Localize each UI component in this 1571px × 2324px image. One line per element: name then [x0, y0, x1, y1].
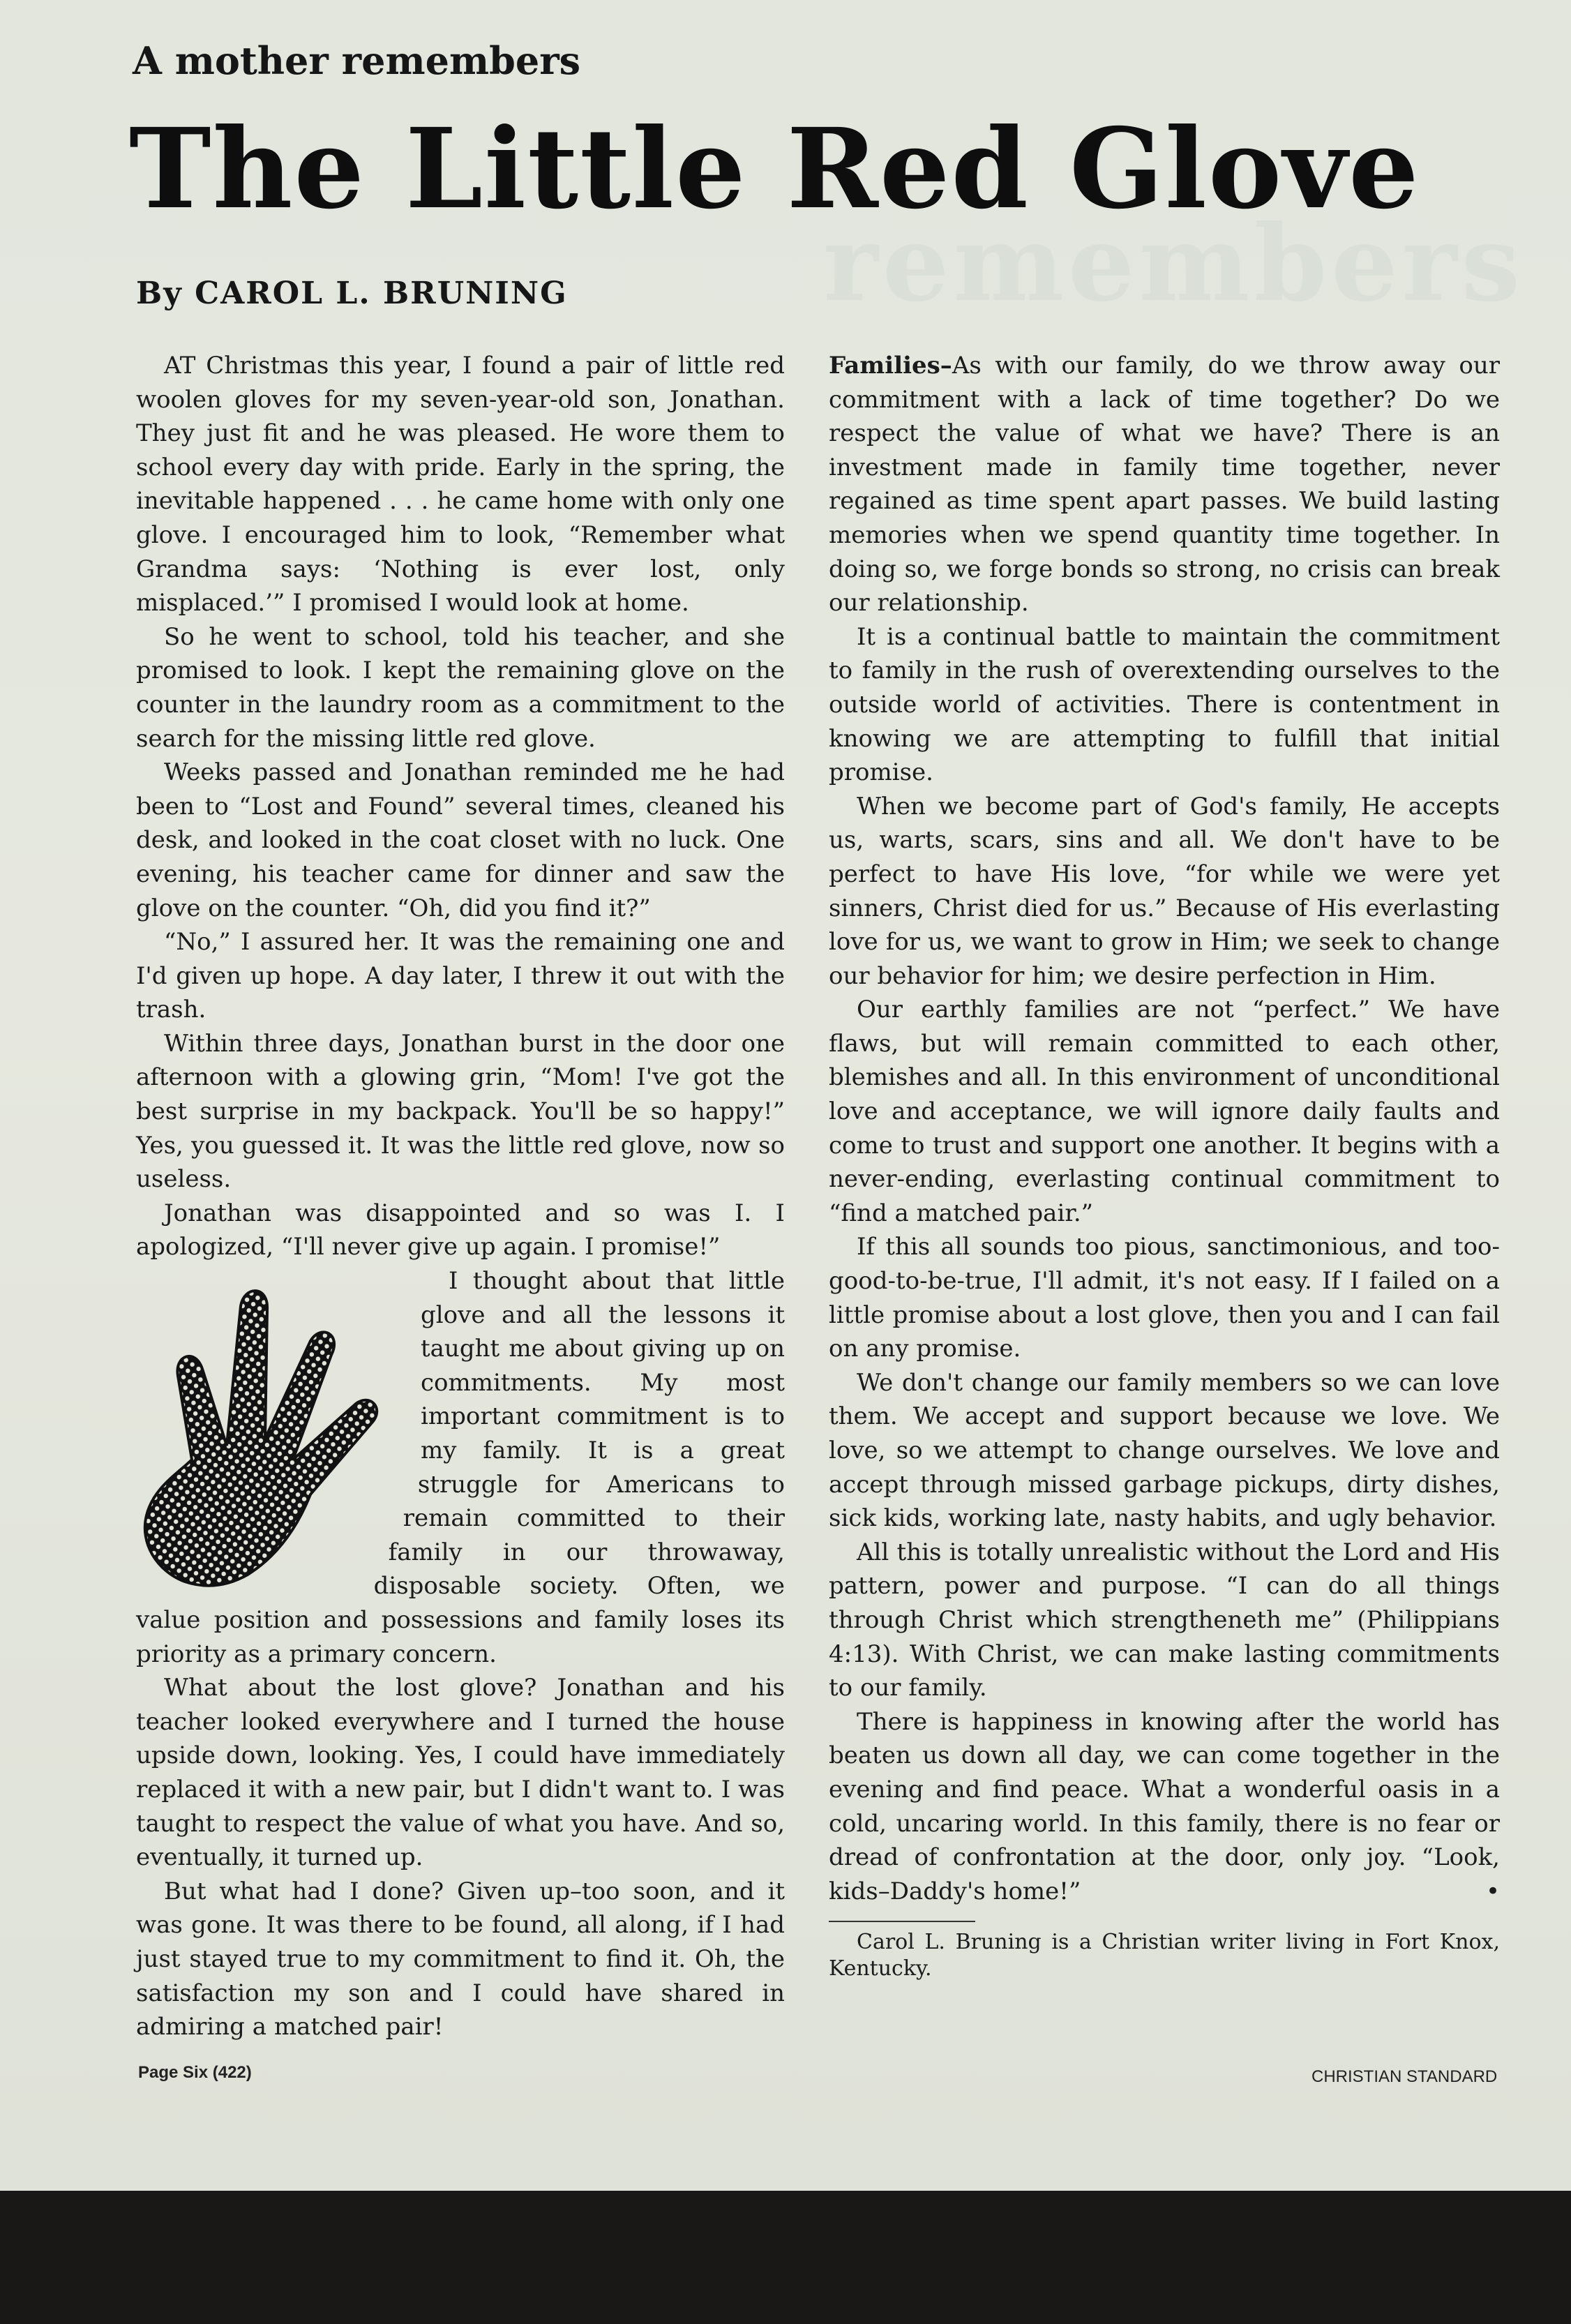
background-ghost-text: remembers [823, 202, 1525, 325]
glove-illustration [136, 1264, 415, 1592]
paragraph: All this is totally unrealistic without the Lord and His pattern, power and purpose. “I can do all things through Christ which strengtheneth me” (Philippians 4:13). With Christ, we can make lasting commitments to our family. [829, 1538, 1500, 1702]
paragraph-text: As with our family, do we throw away our commitment with a lack of time together? Do we respect the value of what we have? There is an investment made in family time together, never regained as time spent apart passes. We build lasting memories when we spend quantity time together. In doing so, we forge bonds so strong, no crisis can break our relationship. [829, 352, 1500, 617]
paragraph: Jonathan was disappointed and so was I. I apologized, “I'll never give up again. I promise!” [136, 1199, 785, 1261]
paragraph [829, 1705, 1500, 1909]
paragraph: When we become part of God's family, He accepts us, warts, scars, sins and all. We don't have to be perfect to have His love, “for while we were yet sinners, Christ died for us.” Because of His everlasting love for us, we want to grow in Him; we seek to change our behavior for him; we desire perfection in Him. [829, 792, 1500, 990]
paragraph: I thought about that little glove and all the lessons it taught me about giving up on commitments. My most important commitment is to my family. It is a great struggle for Americans to remain committed to their family in our throwaway, disposable society. Often, we value position and possessions and family loses its priority as a primary concern. [136, 1267, 785, 1668]
publication-name: CHRISTIAN STANDARD [1311, 2067, 1498, 2086]
paragraph: So he went to school, told his teacher, and she promised to look. I kept the remaining glove on the counter in the laundry room as a commitment to the search for the missing little red glove. [136, 622, 785, 753]
paragraph: We don't change our family members so we can love them. We accept and support because we love. We love, so we attempt to change ourselves. We love and accept through missed garbage pickups, dirty dishes, sick kids, working late, nasty habits, and ugly behavior. [829, 1368, 1500, 1533]
paragraph: What about the lost glove? Jonathan and his teacher looked everywhere and I turned the house upside down, looking. Yes, I could have immediately replaced it with a new pair, but I didn't want to. I was taught to respect the value of what you have. And so, eventually, it turned up. [136, 1674, 785, 1872]
article-column-left [136, 349, 785, 2044]
paragraph-text: There is happiness in knowing after the world has beaten us down all day, we can come together in the evening and find peace. What a wonderful oasis in a cold, uncaring world. In this family, there is no fear or dread of confrontation at the door, only joy. “Look, kids–Daddy's home!” [829, 1707, 1500, 1905]
paragraph-lead-in: Families– [829, 352, 952, 380]
paragraph: But what had I done? Given up–too soon, and it was gone. It was there to be found, all along, if I had just stayed true to my commitment to find it. Oh, the satisfaction my son and I could have shared in admiring a matched pair! [136, 1877, 785, 2041]
paragraph: It is a continual battle to maintain the commitment to family in the rush of overextending ourselves to the outside world of activities. There is contentment in knowing we are attempting to fulfill that initial promise. [829, 622, 1500, 787]
bio-divider [829, 1921, 975, 1922]
article-byline: By CAROL L. BRUNING [136, 276, 568, 311]
paragraph: “No,” I assured her. It was the remaining one and I'd given up hope. A day later, I threw it out with the trash. [136, 928, 785, 1024]
paragraph: If this all sounds too pious, sanctimonious, and too-good-to-be-true, I'll admit, it's not easy. If I failed on a little promise about a lost glove, then you and I can fail on any promise. [829, 1233, 1500, 1363]
article-column-right [829, 349, 1500, 1982]
article-title: The Little Red Glove [129, 105, 1420, 234]
page-number: Page Six (422) [138, 2063, 252, 2082]
author-bio: Carol L. Bruning is a Christian writer living in Fort Knox, Kentucky. [829, 1930, 1500, 1981]
paragraph: AT Christmas this year, I found a pair of little red woolen gloves for my seven-year-old son, Jonathan. They just fit and he was pleased. He wore them to school every day with pride. Early in the spring, the inevitable happened . . . he came home with only one glove. I encouraged him to look, “Remember what Grandma says: ‘Nothing is ever lost, only misplaced.’” I promised I would look at home. [136, 352, 785, 617]
article-kicker: A mother remembers [133, 38, 581, 83]
paragraph: Weeks passed and Jonathan reminded me he had been to “Lost and Found” several times, cleaned his desk, and looked in the coat closet with no luck. One evening, his teacher came for dinner and saw the glove on the counter. “Oh, did you find it?” [136, 758, 785, 922]
glove-icon [136, 1264, 401, 1592]
paragraph: Our earthly families are not “perfect.” We have flaws, but will remain committed to each other, blemishes and all. In this environment of unconditional love and acceptance, we will ignore daily faults and come to trust and support one another. It begins with a never-ending, everlasting continual commitment to “find a matched pair.” [829, 996, 1500, 1227]
end-mark: • [1485, 1877, 1500, 1905]
paragraph: Within three days, Jonathan burst in the door one afternoon with a glowing grin, “Mom! I've got the best surprise in my backpack. You'll be so happy!” Yes, you guessed it. It was the little red glove, now so useless. [136, 1029, 785, 1194]
paragraph [829, 349, 1500, 620]
